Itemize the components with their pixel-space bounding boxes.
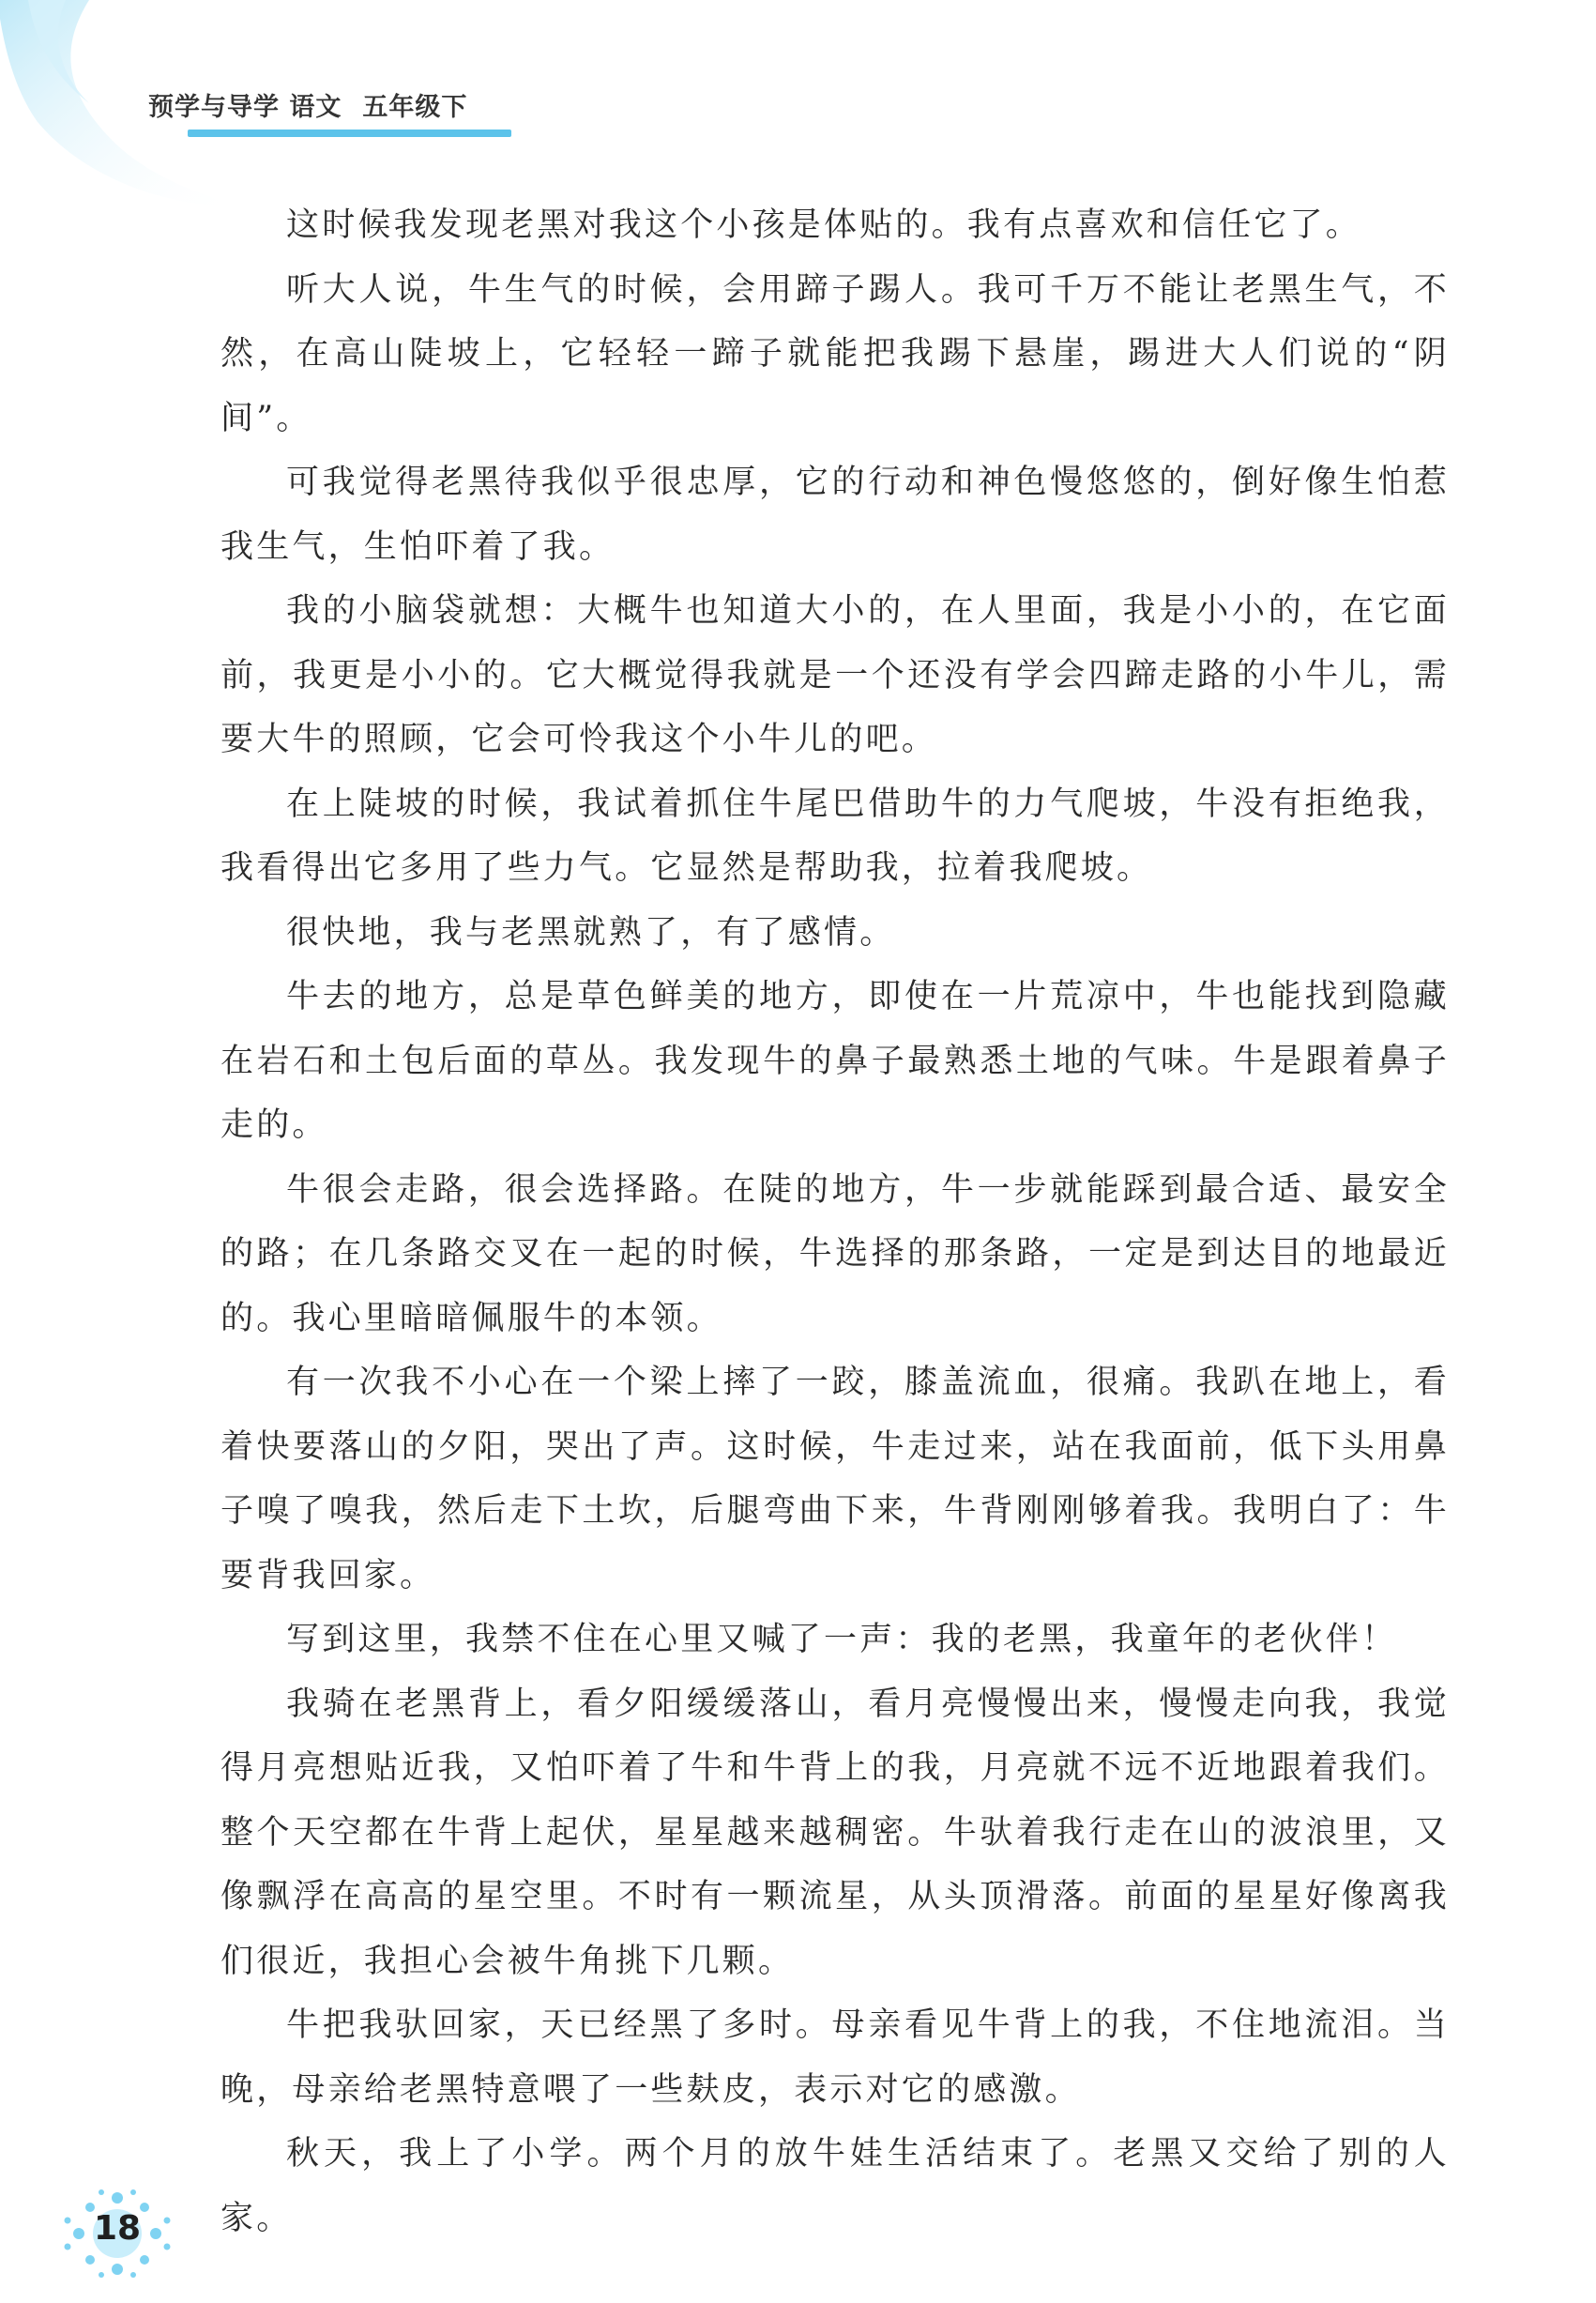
paragraph: 秋天，我上了小学。两个月的放牛娃生活结束了。老黑又交给了别的人家。	[220, 2135, 1450, 2237]
paragraph: 听大人说，牛生气的时候，会用蹄子踢人。我可千万不能让老黑生气，不然，在高山陡坡上，它轻轻一蹄子就能把我踢下悬崖，踢进大人们说的“阴间”。	[220, 270, 1450, 437]
paragraph: 在上陡坡的时候，我试着抓住牛尾巴借助牛的力气爬坡，牛没有拒绝我，我看得出它多用了些力气。它显然是帮助我，拉着我爬坡。	[220, 785, 1450, 887]
paragraph: 我骑在老黑背上，看夕阳缓缓落山，看月亮慢慢出来，慢慢走向我，我觉得月亮想贴近我，又怕吓着了牛和牛背上的我，月亮就不远不近地跟着我们。整个天空都在牛背上起伏，星星越来越稠密。牛驮着我行走在山的波浪里，又像飘浮在高高的星空里。不时有一颗流星，从头顶滑落。前面的星星好像离我们很近，我担心会被牛角挑下几颗。	[220, 1685, 1450, 1980]
paragraph: 这时候我发现老黑对我这个小孩是体贴的。我有点喜欢和信任它了。	[286, 206, 1362, 244]
running-header	[148, 86, 467, 123]
paragraph: 很快地，我与老黑就熟了，有了感情。	[286, 913, 896, 952]
book-title: 预学与导学 语文	[148, 93, 342, 122]
paragraph: 牛去的地方，总是草色鲜美的地方，即使在一片荒凉中，牛也能找到隐藏在岩石和土包后面的草丛。我发现牛的鼻子最熟悉土地的气味。牛是跟着鼻子走的。	[220, 978, 1450, 1144]
paragraph: 牛很会走路，很会选择路。在陡的地方，牛一步就能踩到最合适、最安全的路；在几条路交叉在一起的时候，牛选择的那条路，一定是到达目的地最近的。我心里暗暗佩服牛的本领。	[220, 1170, 1450, 1337]
page-number: 18	[93, 2209, 142, 2248]
header-underline	[188, 130, 511, 137]
paragraph: 牛把我驮回家，天已经黑了多时。母亲看见牛背上的我，不住地流泪。当晚，母亲给老黑特意喂了一些麸皮，表示对它的感激。	[220, 2006, 1450, 2109]
body-text	[220, 193, 1450, 2250]
paragraph: 我的小脑袋就想：大概牛也知道大小的，在人里面，我是小小的，在它面前，我更是小小的。它大概觉得我就是一个还没有学会四蹄走路的小牛儿，需要大牛的照顾，它会可怜我这个小牛儿的吧。	[220, 592, 1450, 758]
paragraph: 有一次我不小心在一个梁上摔了一跤，膝盖流血，很痛。我趴在地上，看着快要落山的夕阳，哭出了声。这时候，牛走过来，站在我面前，低下头用鼻子嗅了嗅我，然后走下土坎，后腿弯曲下来，牛背刚刚够着我。我明白了：牛要背我回家。	[220, 1364, 1450, 1594]
paragraph: 写到这里，我禁不住在心里又喊了一声：我的老黑，我童年的老伙伴！	[286, 1621, 1398, 1658]
grade-label: 五年级下	[362, 93, 468, 122]
paragraph: 可我觉得老黑待我似乎很忠厚，它的行动和神色慢悠悠的，倒好像生怕惹我生气，生怕吓着了我。	[220, 464, 1450, 566]
